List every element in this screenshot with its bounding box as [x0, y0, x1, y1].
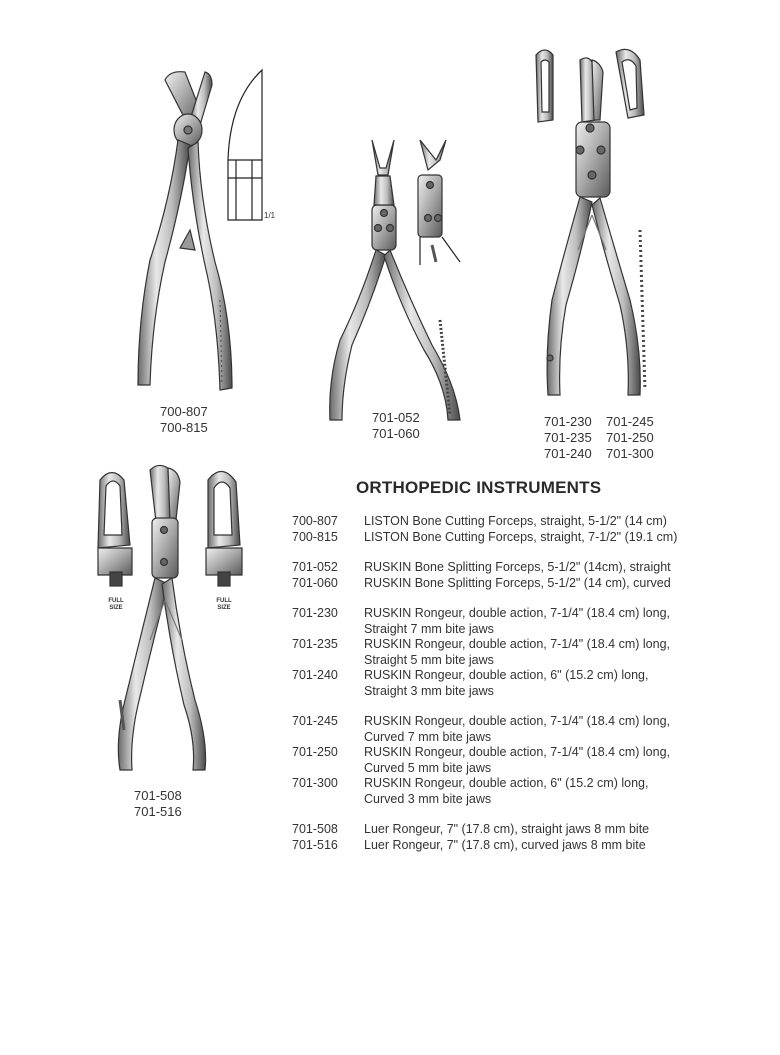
description-line: RUSKIN Rongeur, double action, 6" (15.2 cm) long, [364, 776, 649, 790]
item-description [364, 530, 762, 546]
catalog-entry [292, 838, 762, 854]
catalog-group [292, 606, 762, 699]
item-description [364, 776, 762, 807]
catalog-entry [292, 560, 762, 576]
liston-figure-codes [160, 404, 208, 436]
catalog-entry [292, 714, 762, 745]
item-code: 701-230 [292, 606, 338, 620]
description-line: LISTON Bone Cutting Forceps, straight, 7-1/2" (19.1 cm) [364, 529, 678, 544]
description-line: RUSKIN Rongeur, double action, 7-1/4" (18.4 cm) long, [364, 745, 670, 759]
item-code: 701-052 [292, 560, 338, 574]
item-code: 701-508 [292, 822, 338, 836]
ruskin-rongeur-figure-codes [544, 414, 666, 462]
description-line: Luer Rongeur, 7" (17.8 cm), curved jaws 8 mm bite [364, 837, 646, 852]
item-description [364, 745, 762, 776]
description-line: RUSKIN Bone Splitting Forceps, 5-1/2" (14cm), straight [364, 560, 671, 574]
catalog-group [292, 714, 762, 807]
item-description [364, 714, 762, 745]
item-code: 701-235 [292, 637, 338, 651]
item-code: 701-245 [292, 714, 338, 728]
description-line: Curved 5 mm bite jaws [364, 760, 492, 775]
ruskin-rongeur-illustration [536, 49, 645, 395]
scale-mark: 1/1 [264, 211, 276, 220]
item-code: 701-300 [292, 776, 338, 790]
description-line: Curved 7 mm bite jaws [364, 729, 492, 744]
luer-rongeur-illustration [98, 465, 242, 770]
catalog-entry [292, 637, 762, 668]
figure-code: 701-508 [134, 788, 182, 803]
item-description [364, 576, 762, 592]
catalog-entry [292, 576, 762, 592]
catalog-group [292, 560, 762, 591]
item-code: 700-807 [292, 514, 338, 528]
catalog-entry [292, 822, 762, 838]
figure-code: 701-235 [544, 430, 592, 445]
item-code: 701-060 [292, 575, 338, 590]
catalog-entry [292, 514, 762, 530]
description-line: RUSKIN Rongeur, double action, 7-1/4" (18.4 cm) long, [364, 714, 670, 728]
item-code: 701-240 [292, 668, 338, 682]
catalog-entry [292, 745, 762, 776]
item-description [364, 514, 762, 530]
item-description [364, 822, 762, 838]
figure-code: 701-052 [372, 410, 420, 425]
item-code: 700-815 [292, 529, 338, 544]
description-line: RUSKIN Rongeur, double action, 6" (15.2 cm) long, [364, 668, 649, 682]
item-description [364, 560, 762, 576]
figure-code: 701-240 [544, 446, 592, 461]
item-description [364, 637, 762, 668]
description-line: Straight 7 mm bite jaws [364, 621, 494, 636]
ruskin-splitting-figure-codes [372, 410, 420, 442]
catalog-entry [292, 776, 762, 807]
figure-code: 701-250 [606, 430, 654, 445]
luer-figure-codes [134, 788, 182, 820]
description-line: Curved 3 mm bite jaws [364, 791, 492, 806]
description-line: RUSKIN Rongeur, double action, 7-1/4" (18.4 cm) long, [364, 637, 670, 651]
figure-code: 701-300 [606, 446, 654, 461]
figure-code: 701-245 [606, 414, 654, 429]
catalog-group [292, 514, 762, 545]
catalog-group [292, 822, 762, 853]
figure-code: 700-815 [160, 420, 208, 435]
page-title: ORTHOPEDIC INSTRUMENTS [356, 478, 602, 497]
ruskin-splitting-forceps-illustration [330, 140, 460, 420]
figure-code: 700-807 [160, 404, 208, 419]
catalog-entry [292, 606, 762, 637]
item-description [364, 606, 762, 637]
description-line: LISTON Bone Cutting Forceps, straight, 5-1/2" (14 cm) [364, 514, 667, 528]
catalog-list [292, 514, 762, 868]
description-line: RUSKIN Rongeur, double action, 7-1/4" (18.4 cm) long, [364, 606, 670, 620]
catalog-entry [292, 668, 762, 699]
item-description [364, 838, 762, 854]
item-code: 701-516 [292, 837, 338, 852]
item-code: 701-250 [292, 745, 338, 759]
figure-code: 701-060 [372, 426, 420, 441]
description-line: Straight 3 mm bite jaws [364, 683, 494, 698]
description-line: Straight 5 mm bite jaws [364, 652, 494, 667]
liston-forceps-illustration [138, 70, 262, 390]
description-line: Luer Rongeur, 7" (17.8 cm), straight jaws 8 mm bite [364, 822, 650, 836]
item-description [364, 668, 762, 699]
figure-code: 701-230 [544, 414, 592, 429]
catalog-entry [292, 530, 762, 546]
full-size-label-right: FULL SIZE [216, 598, 232, 611]
full-size-label-left: FULL SIZE [108, 598, 124, 611]
description-line: RUSKIN Bone Splitting Forceps, 5-1/2" (14 cm), curved [364, 575, 671, 590]
figure-code: 701-516 [134, 804, 182, 819]
